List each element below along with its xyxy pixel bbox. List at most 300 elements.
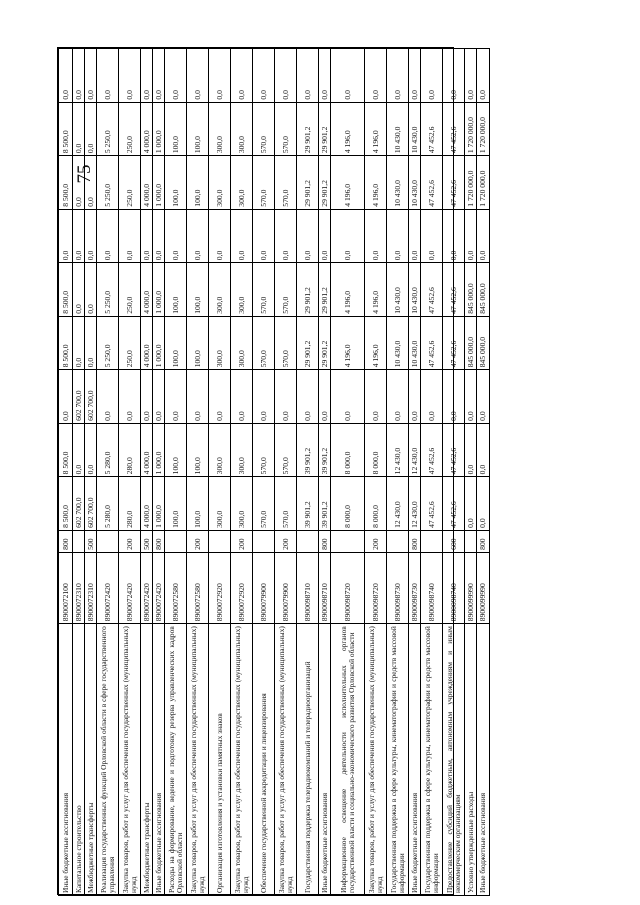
amount-cell: 0,0 — [73, 316, 85, 370]
amount-cell: 29 901,2 — [297, 156, 319, 210]
amount-cell: 0,0 — [59, 209, 73, 263]
amount-cell: 8 500,0 — [59, 423, 73, 477]
amount-cell: 0,0 — [97, 370, 119, 424]
amount-cell: 0,0 — [421, 209, 443, 263]
row-name-cell: Закупка товаров, работ и услуг для обеспечения государственных (муниципальных) нужд — [187, 624, 209, 896]
row-name-cell: Закупка товаров, работ и услуг для обеспечения государственных (муниципальных) нужд — [119, 624, 141, 896]
amount-cell: 47 452,6 — [443, 477, 465, 531]
amount-cell: 4 196,0 — [365, 316, 387, 370]
amount-cell: 0,0 — [85, 316, 97, 370]
amount-cell: 29 901,2 — [319, 263, 331, 317]
amount-cell: 845 000,0 — [477, 316, 490, 370]
amount-cell: 0,0 — [231, 370, 253, 424]
amount-cell: 1 000,0 — [153, 423, 165, 477]
amount-cell: 0,0 — [209, 49, 231, 103]
amount-cell: 8 500,0 — [59, 102, 73, 156]
expense-type-cell — [73, 530, 85, 552]
amount-cell: 0,0 — [253, 49, 275, 103]
table-row — [421, 49, 443, 896]
amount-cell: 0,0 — [443, 49, 465, 103]
amount-cell: 0,0 — [141, 209, 153, 263]
amount-cell: 0,0 — [253, 370, 275, 424]
target-article-code-cell: 8900079900 — [275, 552, 297, 623]
amount-cell: 0,0 — [73, 423, 85, 477]
amount-cell: 0,0 — [85, 423, 97, 477]
amount-cell: 0,0 — [409, 370, 421, 424]
amount-cell: 570,0 — [253, 263, 275, 317]
amount-cell: 29 901,2 — [297, 102, 319, 156]
amount-cell: 0,0 — [331, 49, 365, 103]
amount-cell: 300,0 — [231, 263, 253, 317]
table-row — [387, 49, 409, 896]
amount-cell: 100,0 — [187, 423, 209, 477]
row-name-cell: Межбюджетные трансферты — [141, 624, 153, 896]
amount-cell: 0,0 — [477, 370, 490, 424]
amount-cell: 10 430,0 — [387, 156, 409, 210]
table-row — [85, 49, 97, 896]
amount-cell: 1 720 000,0 — [477, 102, 490, 156]
amount-cell: 570,0 — [275, 423, 297, 477]
amount-cell: 5 250,0 — [97, 156, 119, 210]
amount-cell: 300,0 — [231, 102, 253, 156]
target-article-code-cell: 8900072420 — [97, 552, 119, 623]
amount-cell: 570,0 — [253, 477, 275, 531]
row-name-cell: Государственная поддержка в сфере культуры, кинематографии и средств массовой информации — [421, 624, 443, 896]
amount-cell: 570,0 — [275, 316, 297, 370]
target-article-code-cell: 8900098710 — [297, 552, 319, 623]
amount-cell: 47 452,6 — [443, 263, 465, 317]
amount-cell: 0,0 — [319, 370, 331, 424]
amount-cell: 0,0 — [73, 156, 85, 210]
amount-cell: 0,0 — [165, 209, 187, 263]
amount-cell: 300,0 — [209, 263, 231, 317]
amount-cell: 0,0 — [443, 370, 465, 424]
amount-cell: 4 000,0 — [141, 477, 153, 531]
amount-cell: 0,0 — [443, 209, 465, 263]
table-row — [331, 49, 365, 896]
amount-cell: 29 901,2 — [319, 316, 331, 370]
amount-cell: 300,0 — [231, 316, 253, 370]
amount-cell: 0,0 — [465, 209, 477, 263]
row-name-cell: Информационное освещение деятельности исполнительных органов государственной власти и социально-экономического развития Орловской области — [331, 624, 365, 896]
amount-cell: 0,0 — [409, 209, 421, 263]
table-row — [365, 49, 387, 896]
row-name-cell: Организация изготовления и установки памятных знаков — [209, 624, 231, 896]
expense-type-cell: 500 — [85, 530, 97, 552]
row-name-cell: Иные бюджетные ассигнования — [319, 624, 331, 896]
amount-cell: 39 901,2 — [297, 477, 319, 531]
table-row — [465, 49, 477, 896]
amount-cell: 0,0 — [59, 49, 73, 103]
amount-cell: 0,0 — [465, 423, 477, 477]
row-name-cell: Иные бюджетные ассигнования — [153, 624, 165, 896]
row-name-cell: Капитальное строительство — [73, 624, 85, 896]
table-row — [73, 49, 85, 896]
amount-cell: 0,0 — [387, 49, 409, 103]
table-row — [297, 49, 319, 896]
amount-cell: 570,0 — [253, 316, 275, 370]
amount-cell: 602 700,0 — [73, 370, 85, 424]
target-article-code-cell: 8900098730 — [387, 552, 409, 623]
amount-cell: 5 250,0 — [97, 102, 119, 156]
amount-cell: 0,0 — [477, 423, 490, 477]
amount-cell: 47 452,6 — [421, 423, 443, 477]
amount-cell: 300,0 — [209, 156, 231, 210]
amount-cell: 845 000,0 — [465, 263, 477, 317]
amount-cell: 0,0 — [187, 370, 209, 424]
amount-cell: 5 280,0 — [97, 423, 119, 477]
amount-cell: 8 000,0 — [365, 477, 387, 531]
amount-cell: 0,0 — [319, 49, 331, 103]
amount-cell: 47 452,6 — [443, 102, 465, 156]
amount-cell: 100,0 — [187, 316, 209, 370]
table-row — [409, 49, 421, 896]
amount-cell: 0,0 — [73, 49, 85, 103]
amount-cell: 39 901,2 — [297, 423, 319, 477]
amount-cell: 0,0 — [187, 49, 209, 103]
table-row — [59, 49, 73, 896]
amount-cell: 0,0 — [73, 209, 85, 263]
target-article-code-cell: 8900098720 — [365, 552, 387, 623]
table-row — [275, 49, 297, 896]
amount-cell: 0,0 — [465, 477, 477, 531]
amount-cell: 100,0 — [165, 263, 187, 317]
amount-cell: 10 430,0 — [387, 102, 409, 156]
amount-cell: 10 430,0 — [409, 102, 421, 156]
amount-cell: 1 000,0 — [153, 477, 165, 531]
row-name-cell: Закупка товаров, работ и услуг для обеспечения государственных (муниципальных) нужд — [275, 624, 297, 896]
amount-cell: 845 000,0 — [477, 263, 490, 317]
target-article-code-cell: 8900072420 — [153, 552, 165, 623]
amount-cell: 47 452,6 — [421, 156, 443, 210]
amount-cell: 0,0 — [187, 209, 209, 263]
amount-cell: 100,0 — [187, 263, 209, 317]
page-number: 75 — [74, 164, 95, 184]
amount-cell: 1 720 000,0 — [477, 156, 490, 210]
amount-cell: 47 452,6 — [421, 477, 443, 531]
table-row — [165, 49, 187, 896]
expense-type-cell: 600 — [443, 530, 465, 552]
amount-cell: 250,0 — [119, 102, 141, 156]
amount-cell: 0,0 — [365, 49, 387, 103]
row-name-cell: Иные бюджетные ассигнования — [477, 624, 490, 896]
amount-cell: 300,0 — [209, 477, 231, 531]
amount-cell: 0,0 — [477, 209, 490, 263]
amount-cell: 1 000,0 — [153, 263, 165, 317]
table-row — [153, 49, 165, 896]
amount-cell: 0,0 — [165, 370, 187, 424]
row-name-cell: Реализация государственных функций Орловской области в сфере государственного управления — [97, 624, 119, 896]
table-row — [319, 49, 331, 896]
amount-cell: 100,0 — [187, 477, 209, 531]
row-name-cell: Иные бюджетные ассигнования — [59, 624, 73, 896]
amount-cell: 300,0 — [231, 477, 253, 531]
amount-cell: 0,0 — [275, 49, 297, 103]
table-row — [187, 49, 209, 896]
expense-type-cell — [297, 530, 319, 552]
amount-cell: 5 250,0 — [97, 263, 119, 317]
amount-cell: 39 901,2 — [319, 423, 331, 477]
amount-cell: 47 452,6 — [421, 102, 443, 156]
expense-type-cell: 800 — [153, 530, 165, 552]
target-article-code-cell: 8900072420 — [119, 552, 141, 623]
amount-cell: 4 196,0 — [365, 102, 387, 156]
amount-cell: 10 430,0 — [409, 263, 421, 317]
amount-cell: 0,0 — [253, 209, 275, 263]
expense-type-cell — [465, 530, 477, 552]
amount-cell: 0,0 — [153, 370, 165, 424]
amount-cell: 4 000,0 — [141, 102, 153, 156]
target-article-code-cell: 8900072580 — [187, 552, 209, 623]
amount-cell: 8 000,0 — [331, 423, 365, 477]
amount-cell: 100,0 — [187, 102, 209, 156]
amount-cell: 0,0 — [141, 370, 153, 424]
amount-cell: 39 901,2 — [319, 477, 331, 531]
amount-cell: 0,0 — [85, 209, 97, 263]
amount-cell: 1 000,0 — [153, 316, 165, 370]
amount-cell: 12 430,0 — [409, 477, 421, 531]
amount-cell: 570,0 — [275, 263, 297, 317]
row-name-cell: Закупка товаров, работ и услуг для обеспечения государственных (муниципальных) нужд — [231, 624, 253, 896]
amount-cell: 0,0 — [297, 49, 319, 103]
amount-cell: 4 196,0 — [331, 316, 365, 370]
amount-cell: 250,0 — [119, 316, 141, 370]
amount-cell: 8 500,0 — [59, 156, 73, 210]
row-name-cell: Предоставление субсидий бюджетным, автономным учреждениям и иным некоммерческим организациям — [443, 624, 465, 896]
target-article-code-cell: 8900098720 — [331, 552, 365, 623]
amount-cell: 4 196,0 — [331, 102, 365, 156]
row-name-cell: Закупка товаров, работ и услуг для обеспечения государственных (муниципальных) нужд — [365, 624, 387, 896]
target-article-code-cell: 8900072920 — [209, 552, 231, 623]
expense-type-cell: 500 — [141, 530, 153, 552]
expense-type-cell — [253, 530, 275, 552]
amount-cell: 12 430,0 — [409, 423, 421, 477]
amount-cell: 300,0 — [209, 423, 231, 477]
amount-cell: 0,0 — [59, 370, 73, 424]
amount-cell: 300,0 — [231, 423, 253, 477]
table-row — [253, 49, 275, 896]
row-name-cell: Иные бюджетные ассигнования — [409, 624, 421, 896]
amount-cell: 0,0 — [365, 209, 387, 263]
amount-cell: 0,0 — [165, 49, 187, 103]
target-article-code-cell: 8900098710 — [319, 552, 331, 623]
rotated-table-container — [58, 48, 488, 896]
amount-cell: 0,0 — [275, 370, 297, 424]
amount-cell: 0,0 — [465, 49, 477, 103]
amount-cell: 0,0 — [97, 49, 119, 103]
amount-cell: 47 452,6 — [443, 316, 465, 370]
amount-cell: 29 901,2 — [319, 156, 331, 210]
amount-cell: 0,0 — [387, 370, 409, 424]
amount-cell: 0,0 — [365, 370, 387, 424]
amount-cell: 0,0 — [297, 209, 319, 263]
table-row — [477, 49, 490, 896]
row-name-cell: Государственная поддержка телерадиокомпаний и телерадиоорганизаций — [297, 624, 319, 896]
amount-cell: 1 720 000,0 — [465, 102, 477, 156]
amount-cell: 602 700,0 — [85, 477, 97, 531]
amount-cell: 0,0 — [331, 209, 365, 263]
amount-cell: 0,0 — [319, 209, 331, 263]
target-article-code-cell: 8900072100 — [59, 552, 73, 623]
amount-cell: 4 000,0 — [141, 263, 153, 317]
amount-cell: 8 000,0 — [331, 477, 365, 531]
amount-cell: 1 720 000,0 — [465, 156, 477, 210]
row-name-cell: Условно утвержденные расходы — [465, 624, 477, 896]
amount-cell: 10 430,0 — [387, 263, 409, 317]
amount-cell: 8 000,0 — [365, 423, 387, 477]
expense-type-cell: 200 — [275, 530, 297, 552]
target-article-code-cell: 8900098740 — [421, 552, 443, 623]
expense-type-cell — [387, 530, 409, 552]
amount-cell: 100,0 — [165, 102, 187, 156]
amount-cell: 5 280,0 — [97, 477, 119, 531]
target-article-code-cell: 8900098740 — [443, 552, 465, 623]
amount-cell: 47 452,6 — [421, 263, 443, 317]
amount-cell: 0,0 — [409, 49, 421, 103]
amount-cell: 602 700,0 — [85, 370, 97, 424]
amount-cell: 570,0 — [275, 477, 297, 531]
amount-cell: 0,0 — [119, 49, 141, 103]
amount-cell: 0,0 — [477, 477, 490, 531]
expense-type-cell — [421, 530, 443, 552]
amount-cell: 5 250,0 — [97, 316, 119, 370]
amount-cell: 4 000,0 — [141, 156, 153, 210]
amount-cell: 8 500,0 — [59, 477, 73, 531]
target-article-code-cell: 8900072420 — [141, 552, 153, 623]
amount-cell: 570,0 — [253, 423, 275, 477]
amount-cell: 0,0 — [477, 49, 490, 103]
amount-cell: 47 452,6 — [443, 156, 465, 210]
target-article-code-cell: 8900099990 — [477, 552, 490, 623]
amount-cell: 47 452,6 — [443, 423, 465, 477]
budget-table — [58, 48, 490, 896]
amount-cell: 0,0 — [97, 209, 119, 263]
amount-cell: 0,0 — [153, 49, 165, 103]
amount-cell: 10 430,0 — [409, 156, 421, 210]
amount-cell: 10 430,0 — [409, 316, 421, 370]
amount-cell: 100,0 — [165, 316, 187, 370]
amount-cell: 845 000,0 — [465, 316, 477, 370]
amount-cell: 4 196,0 — [365, 156, 387, 210]
amount-cell: 0,0 — [153, 209, 165, 263]
amount-cell: 12 430,0 — [387, 423, 409, 477]
expense-type-cell: 800 — [409, 530, 421, 552]
target-article-code-cell: 8900072580 — [165, 552, 187, 623]
amount-cell: 570,0 — [275, 102, 297, 156]
amount-cell: 0,0 — [421, 370, 443, 424]
amount-cell: 570,0 — [275, 156, 297, 210]
expense-type-cell — [331, 530, 365, 552]
expense-type-cell — [209, 530, 231, 552]
target-article-code-cell: 8900079900 — [253, 552, 275, 623]
amount-cell: 29 901,2 — [297, 316, 319, 370]
expense-type-cell — [165, 530, 187, 552]
table-row — [209, 49, 231, 896]
amount-cell: 100,0 — [165, 423, 187, 477]
amount-cell: 0,0 — [231, 49, 253, 103]
target-article-code-cell: 8900098730 — [409, 552, 421, 623]
amount-cell: 4 000,0 — [141, 423, 153, 477]
amount-cell: 0,0 — [85, 102, 97, 156]
amount-cell: 0,0 — [331, 370, 365, 424]
amount-cell: 280,0 — [119, 423, 141, 477]
amount-cell: 300,0 — [209, 316, 231, 370]
expense-type-cell: 800 — [477, 530, 490, 552]
table-row — [141, 49, 153, 896]
row-name-cell: Расходы на формирование, ведение и подготовку резерва управленческих кадров Орловской области — [165, 624, 187, 896]
amount-cell: 8 500,0 — [59, 316, 73, 370]
amount-cell: 1 000,0 — [153, 156, 165, 210]
row-name-cell: Межбюджетные трансферты — [85, 624, 97, 896]
amount-cell: 280,0 — [119, 477, 141, 531]
amount-cell: 0,0 — [85, 156, 97, 210]
budget-table-body — [59, 49, 490, 896]
amount-cell: 0,0 — [119, 209, 141, 263]
table-row — [231, 49, 253, 896]
expense-type-cell: 800 — [319, 530, 331, 552]
amount-cell: 0,0 — [231, 209, 253, 263]
amount-cell: 0,0 — [85, 49, 97, 103]
amount-cell: 0,0 — [387, 209, 409, 263]
amount-cell: 300,0 — [209, 102, 231, 156]
amount-cell: 29 901,2 — [319, 102, 331, 156]
amount-cell: 29 901,2 — [297, 263, 319, 317]
table-row — [443, 49, 465, 896]
table-row — [97, 49, 119, 896]
amount-cell: 47 452,6 — [421, 316, 443, 370]
amount-cell: 570,0 — [253, 156, 275, 210]
amount-cell: 250,0 — [119, 263, 141, 317]
amount-cell: 250,0 — [119, 156, 141, 210]
table-row — [119, 49, 141, 896]
amount-cell: 570,0 — [253, 102, 275, 156]
amount-cell: 0,0 — [141, 49, 153, 103]
row-name-cell: Государственная поддержка в сфере культуры, кинематографии и средств массовой информации — [387, 624, 409, 896]
amount-cell: 1 000,0 — [153, 102, 165, 156]
amount-cell: 300,0 — [231, 156, 253, 210]
expense-type-cell: 800 — [59, 530, 73, 552]
amount-cell: 0,0 — [209, 370, 231, 424]
amount-cell: 100,0 — [165, 156, 187, 210]
expense-type-cell: 200 — [119, 530, 141, 552]
amount-cell: 0,0 — [73, 263, 85, 317]
amount-cell: 100,0 — [165, 477, 187, 531]
amount-cell: 0,0 — [275, 209, 297, 263]
amount-cell: 0,0 — [465, 370, 477, 424]
amount-cell: 0,0 — [209, 209, 231, 263]
row-name-cell: Обеспечение государственной аккредитации и лицензирования — [253, 624, 275, 896]
amount-cell: 10 430,0 — [387, 316, 409, 370]
expense-type-cell: 200 — [365, 530, 387, 552]
target-article-code-cell: 8900099990 — [465, 552, 477, 623]
amount-cell: 0,0 — [73, 102, 85, 156]
amount-cell: 12 430,0 — [387, 477, 409, 531]
amount-cell: 0,0 — [421, 49, 443, 103]
target-article-code-cell: 8900072920 — [231, 552, 253, 623]
expense-type-cell: 200 — [231, 530, 253, 552]
amount-cell: 602 700,0 — [73, 477, 85, 531]
budget-sheet — [57, 47, 488, 895]
target-article-code-cell: 8900072310 — [73, 552, 85, 623]
amount-cell: 0,0 — [85, 263, 97, 317]
target-article-code-cell: 8900072310 — [85, 552, 97, 623]
amount-cell: 4 196,0 — [365, 263, 387, 317]
expense-type-cell — [97, 530, 119, 552]
amount-cell: 0,0 — [297, 370, 319, 424]
expense-type-cell: 200 — [187, 530, 209, 552]
amount-cell: 4 196,0 — [331, 263, 365, 317]
amount-cell: 4 196,0 — [331, 156, 365, 210]
